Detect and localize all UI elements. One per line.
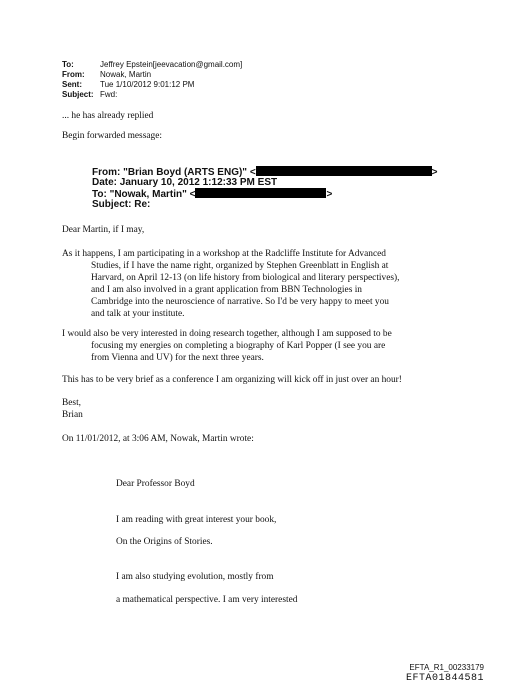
quoted-line: Dear Professor Boyd bbox=[116, 479, 195, 489]
paragraph-line: Harvard, on April 12-13 (on life history from biological and literary perspectives), bbox=[91, 273, 400, 283]
subject-value: Fwd: bbox=[100, 90, 118, 99]
from-value: Nowak, Martin bbox=[100, 70, 152, 79]
quoted-line: I am reading with great interest your book, bbox=[116, 515, 277, 525]
to-value: Jeffrey Epstein[jeevacation@gmail.com] bbox=[100, 60, 243, 69]
intro-line: Begin forwarded message: bbox=[62, 131, 162, 141]
quoted-line: On the Origins of Stories. bbox=[116, 537, 213, 547]
redaction-bar bbox=[256, 166, 432, 176]
from-label: From: bbox=[62, 70, 85, 79]
paragraph-line: and I am also involved in a grant application from BBN Technologies in bbox=[91, 285, 362, 295]
signoff-name: Brian bbox=[62, 410, 83, 420]
subject-label: Subject: bbox=[62, 90, 94, 99]
footer-document-id: EFTA01844581 bbox=[405, 673, 484, 684]
forwarded-from-end: > bbox=[431, 167, 438, 178]
paragraph-line: This has to be very brief as a conference I am organizing will kick off in just over an hour! bbox=[62, 375, 402, 385]
signoff-line: Best, bbox=[62, 398, 82, 408]
footer-reference: EFTA_R1_00233179 bbox=[409, 663, 484, 672]
paragraph-line: and talk at your institute. bbox=[91, 309, 185, 319]
paragraph-line: focusing my energies on completing a biography of Karl Popper (I see you are bbox=[91, 341, 386, 351]
forwarded-to-end: > bbox=[326, 189, 333, 200]
forwarded-to-text: To: "Nowak, Martin" < bbox=[92, 189, 196, 200]
forwarded-date: Date: January 10, 2012 1:12:33 PM EST bbox=[92, 177, 278, 188]
paragraph-line: from Vienna and UV) for the next three years. bbox=[91, 353, 264, 363]
to-label: To: bbox=[62, 60, 74, 69]
quoted-line: a mathematical perspective. I am very interested bbox=[116, 595, 298, 605]
paragraph-line: Cambridge into the neuroscience of narrative. So I'd be very happy to meet you bbox=[91, 297, 389, 307]
quote-header: On 11/01/2012, at 3:06 AM, Nowak, Martin wrote: bbox=[62, 434, 254, 444]
redaction-bar bbox=[195, 188, 326, 198]
paragraph-line: Studies, if I have the name right, organized by Stephen Greenblatt in English at bbox=[91, 261, 389, 271]
quoted-line: I am also studying evolution, mostly from bbox=[116, 572, 274, 582]
forwarded-from-text: From: "Brian Boyd (ARTS ENG)" < bbox=[92, 167, 256, 178]
intro-line: ... he has already replied bbox=[62, 111, 154, 121]
sent-label: Sent: bbox=[62, 80, 82, 89]
greeting: Dear Martin, if I may, bbox=[62, 225, 145, 235]
paragraph-line: I would also be very interested in doing research together, although I am supposed to be bbox=[62, 329, 392, 339]
sent-value: Tue 1/10/2012 9:01:12 PM bbox=[100, 80, 195, 89]
paragraph-line: As it happens, I am participating in a workshop at the Radcliffe Institute for Advanced bbox=[62, 249, 386, 259]
forwarded-subject: Subject: Re: bbox=[92, 199, 151, 210]
